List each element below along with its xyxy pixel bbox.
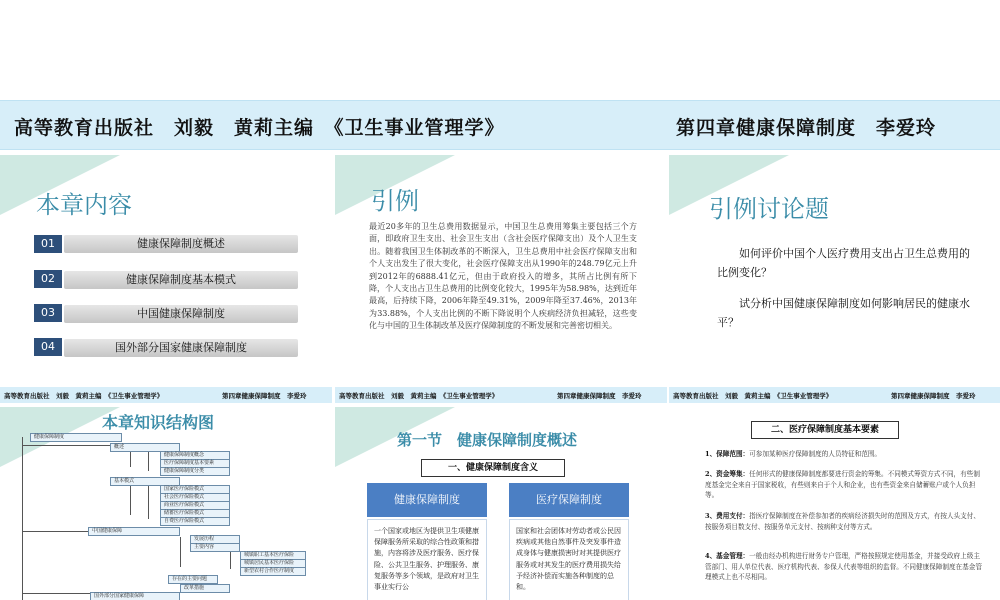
tree-node: 社会医疗保险模式 — [160, 493, 230, 502]
footer-left: 高等教育出版社 刘毅 黄莉主编 《卫生事业管理学》 — [339, 392, 499, 400]
tree-node: 商业医疗保险模式 — [160, 501, 230, 510]
slide-thumbnail-4[interactable] — [0, 407, 332, 600]
slide-thumbnail-2[interactable] — [335, 155, 667, 403]
footer-left: 高等教育出版社 刘毅 黄莉主编 《卫生事业管理学》 — [673, 392, 833, 400]
toc-item-4: 国外部分国家健康保障制度 — [64, 339, 298, 357]
element-item-4: 4、基金管理：一般由经办机构进行财务专户管理，严格按照规定使用基金，并接受政府上级主管部门、用人单位代表、医疗机构代表、参保人代表等组织的监督。不同健康保障制度在基金管理模式上也不尽相同。 — [705, 552, 982, 582]
tree-node: 健康保障制度分类 — [160, 467, 230, 476]
slide-thumbnail-3[interactable] — [669, 155, 1000, 403]
tree-node: 自费医疗保险模式 — [160, 517, 230, 526]
card-body-medical-security: 国家和社会团体对劳动者或公民因疾病或其他自然事件及突发事件造成身体与健康损害时对其提供医疗服务或对其发生的医疗费用损失给予经济补偿而实施各种制度的总和。 — [509, 519, 629, 600]
toc-number-2: 02 — [34, 270, 62, 288]
header-right-text: 第四章健康保障制度 李爱玲 — [676, 117, 937, 139]
slide-footer — [335, 387, 667, 403]
tree-node: 存在的主要问题 — [168, 575, 218, 584]
document-header — [0, 100, 1000, 150]
footer-right: 第四章健康保障制度 李爱玲 — [222, 392, 307, 400]
tree-node: 储蓄医疗保险模式 — [160, 509, 230, 518]
tree-node: 国家医疗保险模式 — [160, 485, 230, 494]
toc-item-3: 中国健康保障制度 — [64, 305, 298, 323]
toc-number-1: 01 — [34, 235, 62, 253]
discussion-question-1: 如何评价中国个人医疗费用支出占卫生总费用的比例变化？ — [717, 247, 970, 279]
slide-title: 本章知识结构图 — [102, 413, 215, 432]
slide-footer — [0, 387, 332, 403]
tree-node: 主要内容 — [190, 543, 240, 552]
card-body-health-security: 一个国家或地区为提供卫生项健康保障服务所采取的综合性政策和措施，内容将涉及医疗服务、医疗保险、公共卫生服务、护理服务、康复服务等多个领域，是政府对卫生事业实行公 — [367, 519, 487, 600]
slide-title: 引例 — [371, 187, 419, 215]
element-item-1: 1、保障范围：可参加某种医疗保障制度的人员特征和范围。 — [705, 450, 882, 458]
tree-node: 城镇职工基本医疗保险 — [240, 551, 306, 560]
slide-title: 第一节 健康保障制度概述 — [397, 431, 578, 449]
tree-node: 健康保障制度概念 — [160, 451, 230, 460]
slide-thumbnail-6[interactable] — [669, 407, 1000, 600]
card-heading-health-security: 健康保障制度 — [367, 483, 487, 517]
slide-thumbnail-1[interactable] — [0, 155, 332, 403]
footer-right: 第四章健康保障制度 李爱玲 — [557, 392, 642, 400]
footer-left: 高等教育出版社 刘毅 黄莉主编 《卫生事业管理学》 — [4, 392, 164, 400]
tree-node: 概述 — [110, 443, 180, 452]
slide-title: 本章内容 — [36, 191, 132, 219]
tree-node: 新型农村合作医疗制度 — [240, 567, 306, 576]
tree-node: 健康保障制度 — [30, 433, 122, 442]
toc-item-1: 健康保障制度概述 — [64, 235, 298, 253]
toc-number-4: 04 — [34, 338, 62, 356]
footer-right: 第四章健康保障制度 李爱玲 — [891, 392, 976, 400]
tree-node: 中国健康保障 — [88, 527, 180, 536]
tree-node: 医疗保障制度基本要素 — [160, 459, 230, 468]
discussion-question-2: 试分析中国健康保障制度如何影响居民的健康水平？ — [717, 297, 970, 329]
slide-title: 二、医疗保障制度基本要素 — [751, 421, 899, 439]
slide-thumbnail-5[interactable] — [335, 407, 667, 600]
section-subtitle: 一、健康保障制度含义 — [421, 459, 565, 477]
card-heading-medical-security: 医疗保障制度 — [509, 483, 629, 517]
header-left-text: 高等教育出版社 刘毅 黄莉主编 《卫生事业管理学》 — [14, 117, 505, 139]
toc-item-2: 健康保障制度基本模式 — [64, 271, 298, 289]
slide-title: 引例讨论题 — [709, 195, 829, 223]
tree-node: 城镇居民基本医疗保险 — [240, 559, 306, 568]
tree-node: 发展历程 — [190, 535, 240, 544]
tree-node: 改革措施 — [180, 584, 230, 593]
element-item-2: 2、资金筹集：任何形式的健康保障制度都要进行资金的筹集。不同模式筹资方式不同，有些制度基金完全来自于国家税收，有些则来自于个人和企业，也有些资金来自储蓄账户或个人负担等。 — [705, 470, 980, 500]
blank-top-area — [0, 0, 1000, 100]
element-item-3: 3、费用支付：指医疗保障制度在补偿参加者的疾病经济损失时的范围及方式，有按人头支付、按服务项目数支付、按服务单元支付、按病种支付等方式。 — [705, 512, 980, 531]
toc-number-3: 03 — [34, 304, 62, 322]
slide-footer — [669, 387, 1000, 403]
case-paragraph: 最近20多年的卫生总费用数据显示，中国卫生总费用筹集主要包括三个方面，即政府卫生支出、社会卫生支出（含社会医疗保障支出）及个人卫生支出。随着我国卫生体制改革的不断深入，卫生总费用中社会医疗保障支出和个人支出发生了很大变化，社会医疗保障支出从1990年的248.79亿元上升到2012年的6888.41亿元，但由于政府投入的增多，其所占比例有所下降，个人支出占卫生总费用的比例变化较大，1995年为58.98%，达到近年最高，后持续下降，2006年降至49.31%，2009年降至37.46%，2013年为33.88%，个人支出比例的不断下降说明个人疾病经济负担减轻，这些变化与中国的卫生体制改革及医疗保障制度的不断发展和完善密切相关。 — [369, 222, 637, 331]
tree-node: 基本模式 — [110, 477, 180, 486]
tree-node: 国外部分国家健康保障 — [90, 592, 180, 600]
